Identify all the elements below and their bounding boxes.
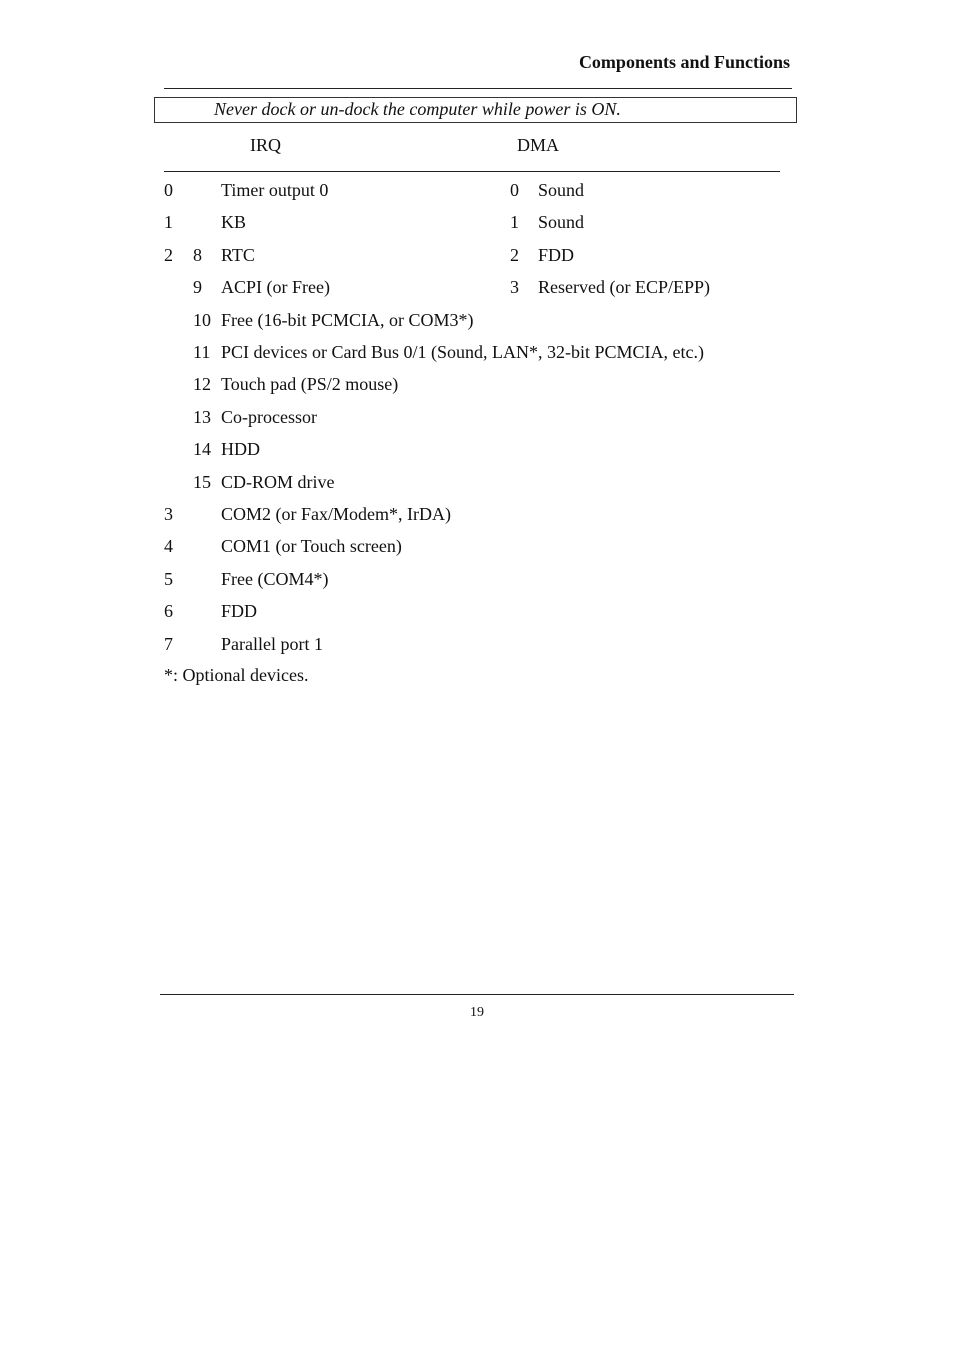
table-row [0, 245, 954, 269]
page-number: 19 [470, 1005, 484, 1020]
dma-description: Reserved (or ECP/EPP) [538, 277, 710, 298]
irq-sub-number: 10 [193, 309, 211, 330]
dma-channel: 1 [510, 212, 519, 233]
irq-number: 3 [164, 504, 173, 524]
table-row [0, 569, 954, 593]
irq-description: Touch pad (PS/2 mouse) [221, 374, 399, 395]
irq-description: COM1 (or Touch screen) [221, 536, 402, 557]
irq-description: KB [221, 212, 247, 233]
footer-rule [160, 994, 794, 995]
table-row [0, 472, 954, 496]
dma-description: FDD [538, 244, 575, 265]
table-row [0, 439, 954, 463]
irq-sub-number: 12 [193, 374, 211, 395]
irq-description: Parallel port 1 [221, 633, 323, 654]
irq-number: 5 [164, 568, 173, 589]
irq-description: COM2 (or Fax/Modem*, IrDA) [221, 504, 451, 524]
irq-description: HDD [221, 439, 260, 460]
irq-description: CD-ROM drive [221, 471, 335, 492]
irq-number: 0 [164, 180, 173, 200]
irq-description: FDD [221, 601, 258, 622]
table-row [0, 601, 954, 625]
irq-sub-number: 14 [193, 439, 211, 460]
table-header-rule [164, 171, 780, 172]
irq-description: Timer output 0 [221, 180, 329, 200]
irq-sub-number: 11 [193, 342, 211, 362]
irq-sub-number: 8 [193, 244, 202, 265]
irq-description: Free (COM4*) [221, 568, 329, 589]
dma-description: Sound [538, 212, 585, 233]
dma-channel: 2 [510, 244, 519, 265]
dma-description: Sound [538, 180, 585, 200]
irq-number: 7 [164, 633, 173, 654]
header-title: Components and Functions [578, 52, 790, 72]
table-row [0, 310, 954, 334]
dma-channel: 0 [510, 180, 519, 200]
irq-sub-number: 9 [193, 277, 202, 298]
table-row [0, 374, 954, 398]
irq-description: ACPI (or Free) [221, 277, 330, 298]
irq-description: RTC [221, 244, 255, 265]
irq-number: 1 [164, 212, 173, 233]
irq-column-header: IRQ [250, 135, 281, 155]
irq-description: PCI devices or Card Bus 0/1 (Sound, LAN*, 32-bit PCMCIA, etc.) [221, 342, 704, 362]
dma-column-header: DMA [517, 135, 560, 155]
footnote: *: Optional devices. [164, 665, 309, 685]
dma-channel: 3 [510, 277, 519, 298]
table-row [0, 277, 954, 301]
table-row [0, 536, 954, 560]
warning-text: Never dock or un-dock the computer while power is ON. [214, 99, 621, 119]
table-row [0, 212, 954, 236]
table-row [0, 180, 954, 204]
table-row [0, 504, 954, 528]
irq-number: 2 [164, 244, 173, 265]
table-row [0, 342, 954, 366]
table-row [0, 407, 954, 431]
irq-description: Co-processor [221, 406, 317, 427]
irq-number: 4 [164, 536, 173, 557]
irq-number: 6 [164, 601, 173, 622]
table-row [0, 634, 954, 658]
irq-description: Free (16-bit PCMCIA, or COM3*) [221, 309, 474, 330]
irq-sub-number: 13 [193, 406, 211, 427]
header-rule [164, 88, 792, 89]
irq-sub-number: 15 [193, 471, 211, 492]
